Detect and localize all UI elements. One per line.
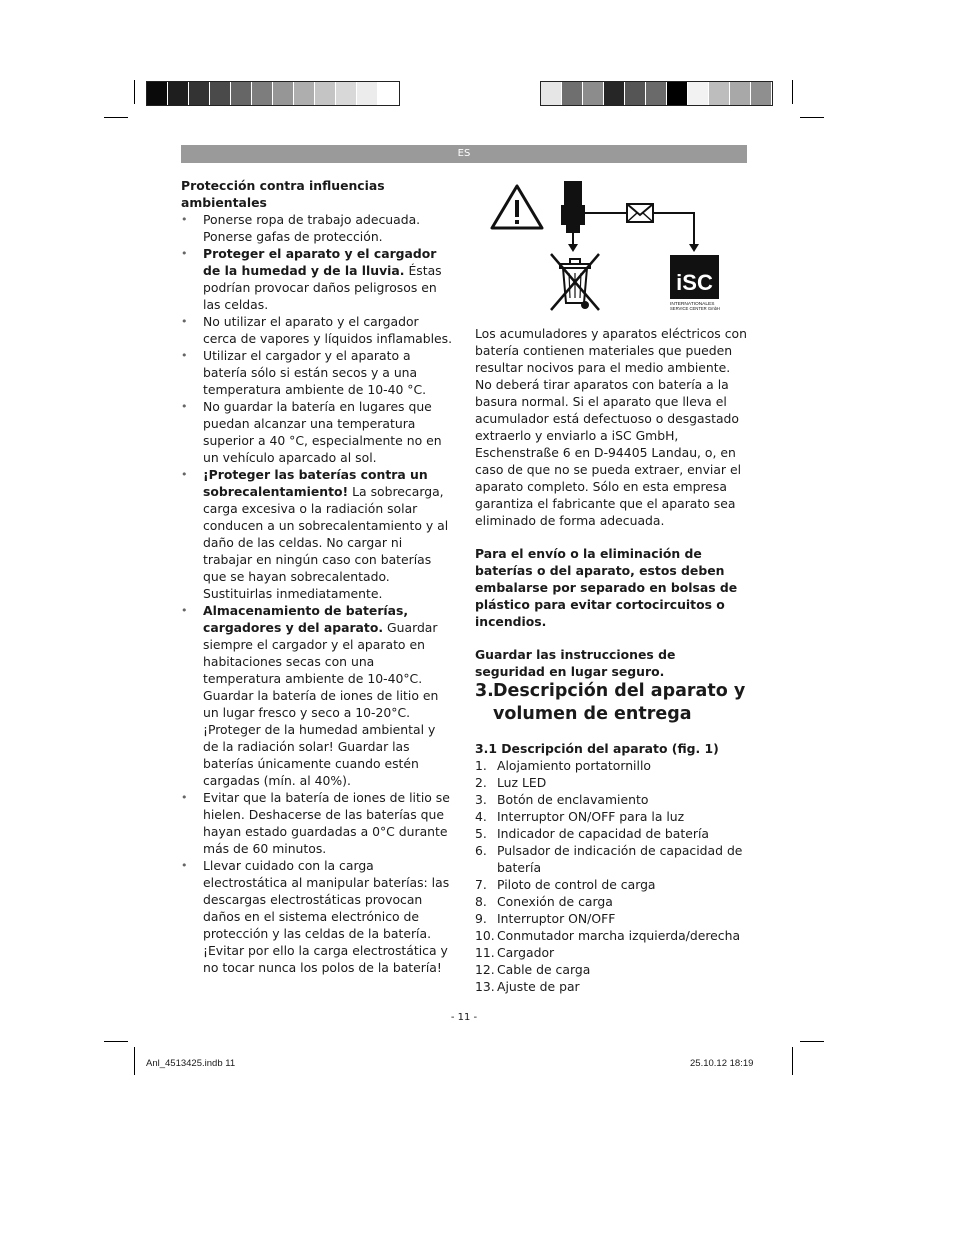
battery-tool-icon — [561, 181, 585, 233]
shipping-note: Para el envío o la eliminación de baterías o del aparato, estos deben embalarse por separado en bolsas de plástico para evitar cortocircuitos o incendios. — [475, 546, 738, 629]
precaution-item — [181, 245, 453, 313]
precaution-item — [181, 602, 453, 789]
parts-list-item — [475, 808, 747, 825]
parts-list-item — [475, 927, 747, 944]
section-title-text: Descripción del aparato y volumen de entrega — [493, 681, 746, 724]
crop-mark — [800, 1041, 824, 1042]
bullet-icon: • — [181, 791, 188, 804]
precaution-item-bold: Almacenamiento de baterías, cargadores y del aparato. — [203, 603, 409, 635]
calibration-swatch — [147, 82, 168, 105]
disposal-graphic — [487, 178, 747, 312]
parts-list-block — [475, 740, 747, 995]
storage-note: Guardar las instrucciones de seguridad en lugar seguro. — [475, 647, 676, 679]
calibration-swatch — [294, 82, 315, 105]
part-number: 5. — [475, 826, 487, 841]
precaution-item — [181, 466, 453, 602]
color-calibration-bar-left — [146, 81, 400, 106]
part-number: 8. — [475, 894, 487, 909]
bullet-icon: • — [181, 213, 188, 226]
parts-list — [475, 757, 747, 995]
right-column — [475, 325, 747, 680]
bullet-icon: • — [181, 400, 188, 413]
precaution-item-text: Éstas podrían provocar daños peligrosos en las celdas. — [203, 263, 442, 312]
parts-list-item — [475, 757, 747, 774]
calibration-swatch — [273, 82, 294, 105]
precaution-item-bold: Proteger el aparato y el cargador de la humedad y de la lluvia. — [203, 246, 437, 278]
precaution-item-text: Guardar siempre el cargador y el aparato en habitaciones secas con una temperatura ambiente de 10-40°C. Guardar la batería de iones de litio en un lugar fresco y seco a 10-20°C. ¡Proteger de la humedad ambiental y de la radiación solar! Guardar las baterías únicamente cuando estén cargadas (mín. al 40%). — [203, 620, 439, 788]
parts-list-item — [475, 961, 747, 978]
precaution-item — [181, 789, 453, 857]
calibration-swatch — [730, 82, 751, 105]
file-info: Anl_4513425.indb 11 — [146, 1058, 236, 1069]
precaution-item — [181, 398, 453, 466]
crop-mark — [104, 117, 128, 118]
calibration-swatch — [189, 82, 210, 105]
calibration-swatch — [378, 82, 399, 105]
isc-logo-subtitle: SERVICE CENTER GmbH — [670, 306, 720, 311]
precaution-item-text: Utilizar el cargador y el aparato a batería sólo si están secos y a una temperatura ambiente de 10-40 °C. — [203, 348, 427, 397]
language-tab: ES — [181, 145, 747, 163]
part-label: Interruptor ON/OFF — [497, 911, 616, 926]
precaution-item-text: Evitar que la batería de iones de litio se hielen. Deshacerse de las baterías que hayan estado guardadas a 0°C durante más de 60 minutos. — [203, 790, 450, 856]
calibration-swatch — [168, 82, 189, 105]
print-timestamp: 25.10.12 18:19 — [690, 1058, 754, 1069]
section-heading: Protección contra influencias ambientales — [181, 178, 385, 210]
part-label: Botón de enclavamiento — [497, 792, 649, 807]
precaution-item — [181, 857, 453, 976]
part-number: 11. — [475, 945, 495, 960]
subsection-heading: 3.1 Descripción del aparato (fig. 1) — [475, 741, 719, 756]
bullet-icon: • — [181, 604, 188, 617]
parts-list-item — [475, 910, 747, 927]
parts-list-item — [475, 944, 747, 961]
parts-list-item — [475, 774, 747, 791]
warning-icon — [492, 186, 542, 228]
part-number: 13. — [475, 979, 495, 994]
crop-mark — [134, 80, 135, 104]
part-label: Ajuste de par — [497, 979, 580, 994]
part-number: 6. — [475, 843, 487, 858]
part-label: Alojamiento portatornillo — [497, 758, 651, 773]
bullet-icon: • — [181, 468, 188, 481]
calibration-swatch — [667, 82, 688, 105]
parts-list-item — [475, 978, 747, 995]
precaution-item-text: Ponerse ropa de trabajo adecuada. Ponerse gafas de protección. — [203, 212, 421, 244]
disposal-paragraph: Los acumuladores y aparatos eléctricos con batería contienen materiales que pueden resultar nocivos para el medio ambiente. No deberá tirar aparatos con batería a la basura normal. Si el aparato que lleva el acumulador está defectuoso o desgastado extraerlo y enviarlo a iSC GmbH, Eschenstraße 6 en D-94405 Landau, o, en caso de que no se pueda extraer, enviar el aparato completo. Sólo en esta empresa garantiza el fabricante que el aparato sea eliminado de forma adecuada. — [475, 326, 747, 528]
part-number: 9. — [475, 911, 487, 926]
crop-mark — [104, 1041, 128, 1042]
part-label: Conmutador marcha izquierda/derecha — [497, 928, 741, 943]
bullet-icon: • — [181, 349, 188, 362]
bullet-icon: • — [181, 859, 188, 872]
part-number: 1. — [475, 758, 487, 773]
crop-mark — [792, 1047, 793, 1075]
precaution-item-text: No utilizar el aparato y el cargador cerca de vapores y líquidos inflamables. — [203, 314, 453, 346]
bullet-icon: • — [181, 247, 188, 260]
part-label: Conexión de carga — [497, 894, 613, 909]
calibration-swatch — [604, 82, 625, 105]
bullet-icon: • — [181, 315, 188, 328]
calibration-swatch — [646, 82, 667, 105]
part-number: 2. — [475, 775, 487, 790]
parts-list-item — [475, 825, 747, 842]
calibration-swatch — [252, 82, 273, 105]
part-label: Indicador de capacidad de batería — [497, 826, 710, 841]
calibration-swatch — [231, 82, 252, 105]
parts-list-item — [475, 791, 747, 808]
isc-logo — [670, 255, 720, 311]
calibration-swatch — [357, 82, 378, 105]
calibration-swatch — [210, 82, 231, 105]
precaution-item-text: Llevar cuidado con la carga electrostática al manipular baterías: las descargas electrostáticas provocan daños en el sistema electrónico de protección y las celdas de la batería. ¡Evitar por ello la carga electrostática y no tocar nunca los polos de la batería! — [203, 858, 450, 975]
isc-logo-subtitle: INTERNATIONALES — [670, 302, 715, 307]
crop-mark — [800, 117, 824, 118]
precaution-item-text: La sobrecarga, carga excesiva o la radiación solar conducen a un sobrecalentamiento y al daño de las celdas. No cargar ni trabajar en ningún caso con baterías que se hayan sobrecalentado. Sustituirlas inmediatamente. — [203, 484, 449, 601]
part-label: Cable de carga — [497, 962, 591, 977]
part-number: 7. — [475, 877, 487, 892]
isc-logo-text: iSC — [676, 270, 713, 295]
precaution-item-bold: ¡Proteger las baterías contra un sobrecalentamiento! — [203, 467, 428, 499]
parts-list-item — [475, 893, 747, 910]
part-label: Cargador — [497, 945, 555, 960]
precaution-item — [181, 313, 453, 347]
calibration-swatch — [688, 82, 709, 105]
calibration-swatch — [709, 82, 730, 105]
section-title — [475, 680, 747, 726]
part-label: Luz LED — [497, 775, 547, 790]
part-number: 4. — [475, 809, 487, 824]
page-number: - 11 - — [450, 1012, 478, 1023]
left-column — [181, 177, 453, 976]
calibration-swatch — [625, 82, 646, 105]
calibration-swatch — [336, 82, 357, 105]
part-label: Pulsador de indicación de capacidad de batería — [497, 843, 743, 875]
part-number: 3. — [475, 792, 487, 807]
calibration-swatch — [315, 82, 336, 105]
section-number: 3. — [475, 681, 494, 701]
part-label: Piloto de control de carga — [497, 877, 656, 892]
precaution-item-text: No guardar la batería en lugares que puedan alcanzar una temperatura superior a 40 °C, especialmente no en un vehículo aparcado al sol. — [203, 399, 442, 465]
calibration-swatch — [751, 82, 772, 105]
part-number: 10. — [475, 928, 495, 943]
color-calibration-bar-right — [540, 81, 773, 106]
envelope-icon — [627, 204, 653, 222]
part-number: 12. — [475, 962, 495, 977]
calibration-swatch — [562, 82, 583, 105]
disposal-diagram — [487, 178, 747, 312]
crossed-bin-icon — [551, 254, 599, 310]
crop-mark — [792, 80, 793, 104]
precaution-item — [181, 211, 453, 245]
calibration-swatch — [541, 82, 562, 105]
parts-list-item — [475, 876, 747, 893]
parts-list-item — [475, 842, 747, 876]
crop-mark — [134, 1047, 135, 1075]
part-label: Interruptor ON/OFF para la luz — [497, 809, 685, 824]
precaution-item — [181, 347, 453, 398]
calibration-swatch — [583, 82, 604, 105]
precaution-list — [181, 211, 453, 976]
